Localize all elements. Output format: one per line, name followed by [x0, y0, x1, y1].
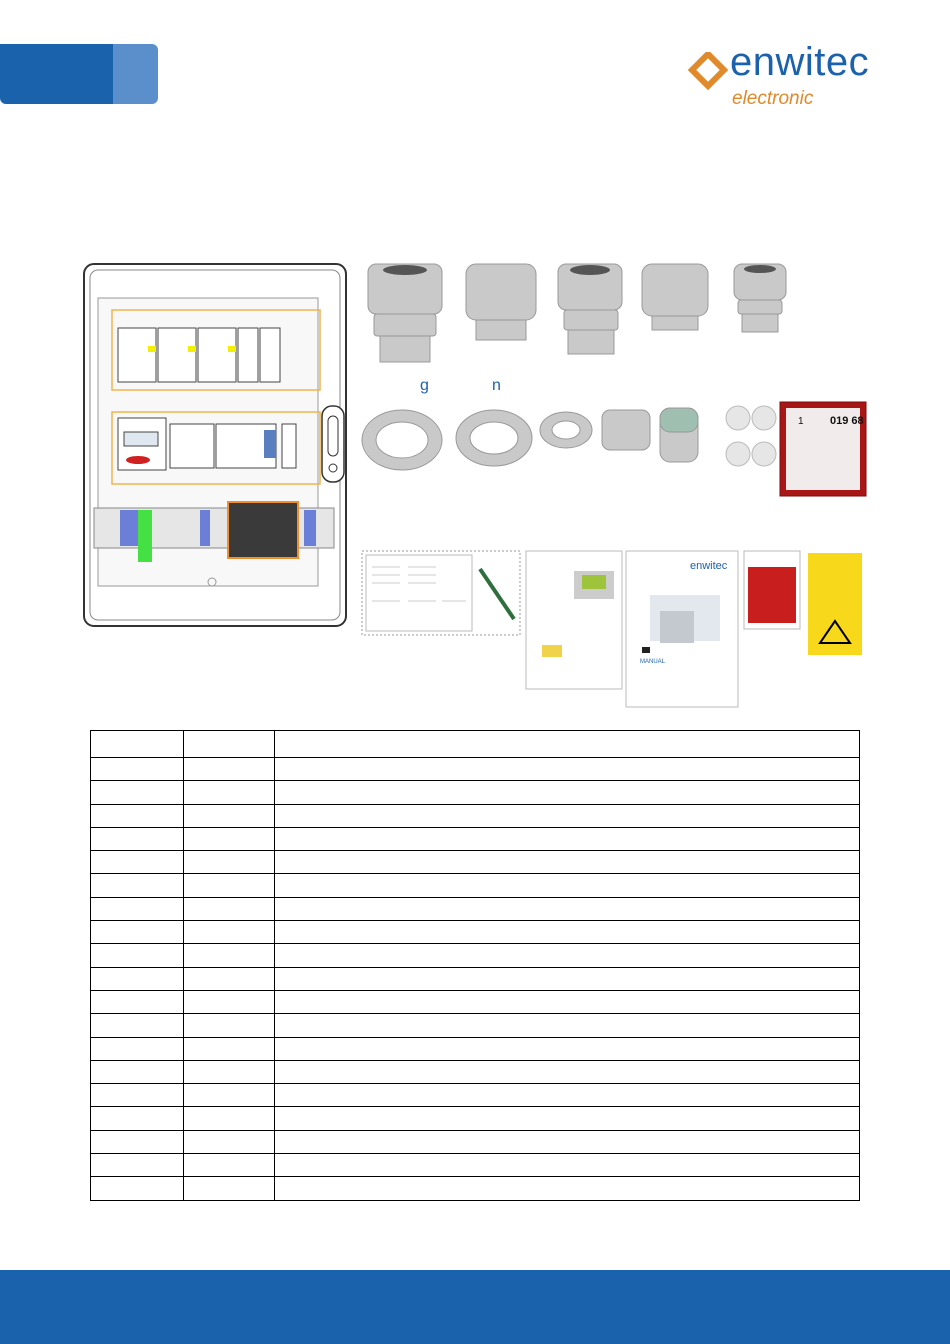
table-cell [91, 1154, 184, 1177]
table-cell [91, 944, 184, 967]
table-cell [275, 851, 860, 874]
table-cell [184, 1177, 275, 1200]
distribution-board-image [82, 262, 348, 628]
header-tab [0, 44, 113, 104]
table-cell [275, 758, 860, 781]
table-cell [91, 921, 184, 944]
table-cell [275, 1037, 860, 1060]
table-cell [91, 874, 184, 897]
table-cell [275, 1014, 860, 1037]
table-cell [275, 804, 860, 827]
table-cell [275, 990, 860, 1013]
table-cell [91, 781, 184, 804]
table-cell [91, 827, 184, 850]
table-cell [184, 1084, 275, 1107]
table-row [91, 1130, 860, 1153]
table-row [91, 1014, 860, 1037]
table-cell [184, 1060, 275, 1083]
table-row [91, 781, 860, 804]
table-cell [91, 990, 184, 1013]
logo-diamond-icon [688, 52, 728, 92]
svg-text:n: n [492, 377, 501, 394]
table-cell [275, 781, 860, 804]
parts-table [90, 730, 860, 1201]
table-cell [275, 827, 860, 850]
table-cell [184, 921, 275, 944]
table-row [91, 990, 860, 1013]
svg-text:g: g [420, 377, 429, 394]
table-cell [91, 851, 184, 874]
table-cell [91, 967, 184, 990]
table-cell [184, 897, 275, 920]
table-cell [275, 1154, 860, 1177]
table-cell [91, 1014, 184, 1037]
table-row [91, 921, 860, 944]
table-cell [275, 967, 860, 990]
table-row [91, 731, 860, 758]
table-cell [91, 758, 184, 781]
footer-bar [0, 1270, 950, 1344]
table-cell [184, 1014, 275, 1037]
table-row [91, 1107, 860, 1130]
table-cell [184, 967, 275, 990]
table-cell [184, 758, 275, 781]
table-row [91, 1154, 860, 1177]
table-cell [275, 1084, 860, 1107]
logo-text: enwitec [730, 40, 870, 84]
table-cell [184, 804, 275, 827]
table-row [91, 897, 860, 920]
logo-subtitle: electronic [732, 88, 814, 109]
table-row [91, 804, 860, 827]
table-cell [275, 897, 860, 920]
table-cell [275, 1107, 860, 1130]
table-cell [91, 731, 184, 758]
table-cell [184, 944, 275, 967]
table-cell [184, 1154, 275, 1177]
table-cell [275, 1130, 860, 1153]
table-row [91, 967, 860, 990]
table-cell [91, 1060, 184, 1083]
table-cell [275, 921, 860, 944]
package-qty: 1 [798, 416, 804, 427]
package-code: 019 68 [830, 415, 864, 427]
cable-glands-image [360, 258, 870, 500]
manual-title: MANUAL [640, 659, 666, 665]
table-cell [184, 990, 275, 1013]
table-cell [91, 1084, 184, 1107]
table-row [91, 1060, 860, 1083]
table-cell [184, 1130, 275, 1153]
manual-brand: enwitec [690, 560, 728, 572]
table-cell [184, 1107, 275, 1130]
table-cell [91, 1177, 184, 1200]
table-cell [91, 1107, 184, 1130]
table-cell [275, 1060, 860, 1083]
enwitec-logo [688, 40, 918, 114]
table-row [91, 851, 860, 874]
table-row [91, 1084, 860, 1107]
table-row [91, 1037, 860, 1060]
table-cell [184, 731, 275, 758]
table-row [91, 1177, 860, 1200]
table-cell [184, 827, 275, 850]
table-cell [275, 1177, 860, 1200]
table-row [91, 944, 860, 967]
table-cell [184, 851, 275, 874]
table-cell [91, 897, 184, 920]
table-cell [275, 874, 860, 897]
documentation-image [360, 545, 865, 710]
table-cell [91, 1130, 184, 1153]
table-row [91, 827, 860, 850]
table-cell [184, 874, 275, 897]
table-cell [91, 804, 184, 827]
table-cell [184, 1037, 275, 1060]
table-cell [184, 781, 275, 804]
table-cell [275, 731, 860, 758]
table-cell [275, 944, 860, 967]
table-row [91, 874, 860, 897]
table-cell [91, 1037, 184, 1060]
table-row [91, 758, 860, 781]
